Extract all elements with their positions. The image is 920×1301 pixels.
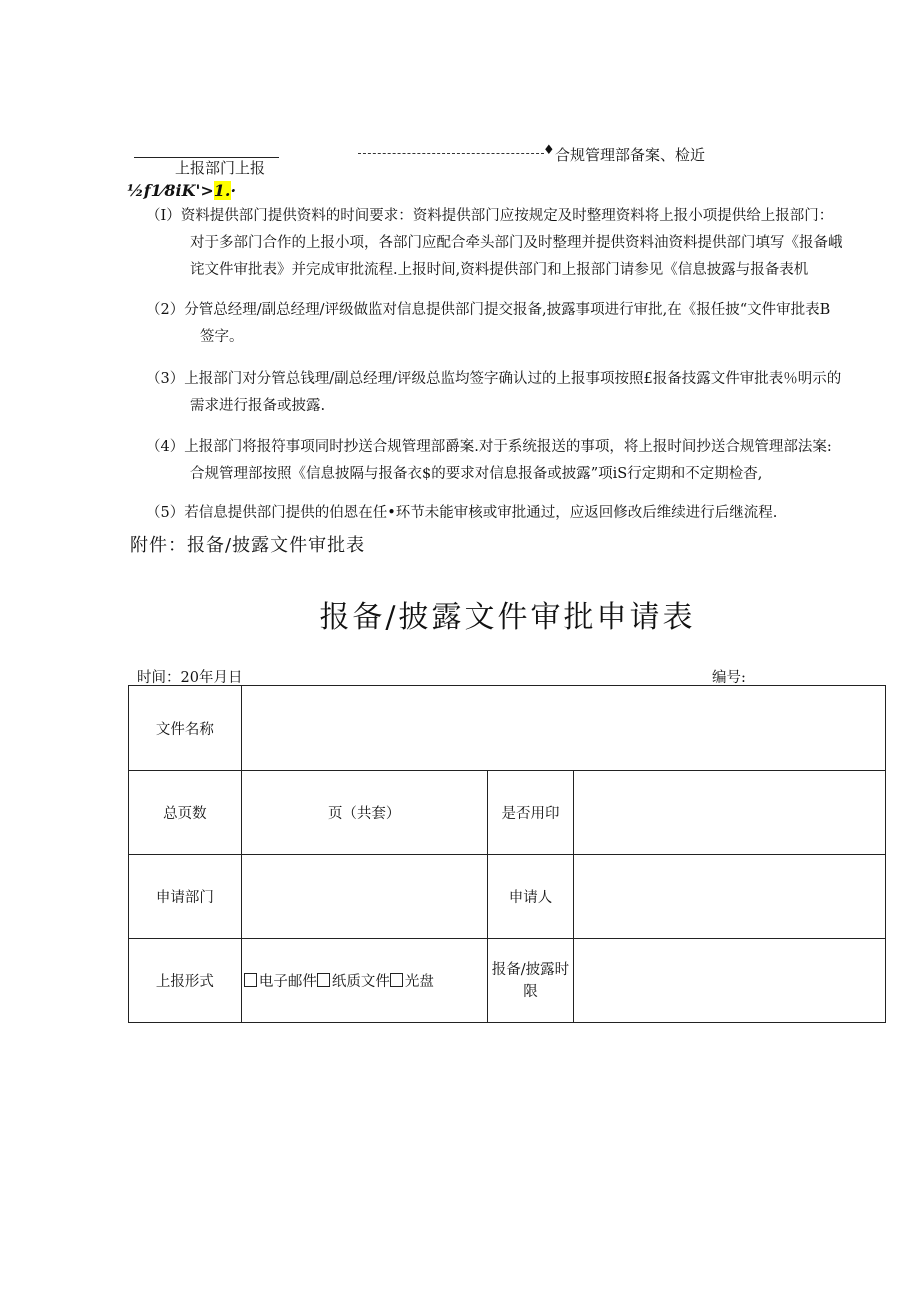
applicant-label: 申请人	[487, 855, 574, 939]
flow-arrow-icon: ♦	[543, 143, 555, 158]
garbled-tail: ·	[230, 181, 237, 200]
file-name-field[interactable]	[241, 686, 885, 771]
paragraph-line: 合规管理部按照《信息披隔与报备衣$的要求对信息报备或披露”项iS行定期和不定期检杳,	[190, 466, 763, 482]
dept-label: 申请部门	[129, 855, 242, 939]
paragraph-line: 诧文件审批表》并完成审批流程.上报时间,资料提供部门和上报部门请参见《信息披露与报备表机	[190, 262, 809, 278]
paragraph-4	[146, 434, 832, 488]
form-time-label: 时间：20年月日	[137, 670, 243, 686]
table-row	[129, 771, 886, 855]
garbled-heading	[127, 181, 236, 200]
format-label: 上报形式	[129, 939, 242, 1023]
total-pages-field[interactable]: 页（共套）	[241, 771, 487, 855]
deadline-label-line: 报备/披露时	[491, 961, 570, 978]
paragraph-line: （2）分管总经理/副总经理/评级做监对信息提供部门提交报备,披露事项进行审批,在《报任披“文件审批表B	[146, 302, 831, 318]
seal-field[interactable]	[574, 771, 886, 855]
file-name-label: 文件名称	[129, 686, 242, 771]
paragraph-3	[146, 366, 841, 420]
paragraph-line: 需求进行报备或披露.	[190, 398, 326, 414]
applicant-field[interactable]	[574, 855, 886, 939]
paragraph-1	[146, 203, 843, 284]
form-title: 报备/披露文件审批申请表	[319, 600, 696, 635]
flow-label-compliance: 合规管理部备案、检近	[555, 146, 706, 164]
paragraph-line: 对于多部门合作的上报小项，各部门应配合牵头部门及时整理并提供资料油资料提供部门填写《报备峨	[190, 235, 843, 251]
deadline-label-line: 限	[523, 983, 538, 1000]
paper-option-label: 纸质文件	[331, 974, 390, 990]
disc-option-label: 光盘	[404, 974, 434, 990]
attachment-heading: 附件：报备/披露文件审批表	[130, 535, 366, 556]
table-row	[129, 939, 886, 1023]
highlighted-number: 1.	[213, 181, 231, 200]
paragraph-line: （I）资料提供部门提供资料的时间要求：资料提供部门应按规定及时整理资料将上报小项提供给上报部门：	[146, 208, 834, 224]
paragraph-line: （3）上报部门对分管总钱理/副总经理/评级总监均签字确认过的上报事项按照£报备技露文件审批表％明示的	[146, 371, 842, 387]
disc-checkbox[interactable]	[390, 973, 403, 987]
deadline-label	[487, 939, 574, 1023]
seal-label: 是否用印	[487, 771, 574, 855]
garbled-text: ½f1⁄8iK'>	[127, 181, 214, 200]
format-options	[241, 939, 487, 1023]
dept-field[interactable]	[241, 855, 487, 939]
email-checkbox[interactable]	[244, 973, 257, 987]
paper-checkbox[interactable]	[317, 973, 330, 987]
flow-dashed-connector	[358, 153, 544, 154]
paragraph-line: 签字。	[200, 329, 244, 345]
paragraph-line: （4）上报部门将报符事项同时抄送合规管理部爵案.对于系统报送的事项，将上报时间抄送合规管理部法案:	[146, 439, 832, 455]
total-pages-label: 总页数	[129, 771, 242, 855]
approval-form-table	[128, 685, 886, 1023]
email-option-label: 电子邮件	[258, 974, 317, 990]
deadline-field[interactable]	[574, 939, 886, 1023]
table-row	[129, 855, 886, 939]
paragraph-2	[146, 297, 830, 351]
flow-label-report-dept: 上报部门上报	[175, 159, 266, 177]
form-number-label: 编号:	[712, 670, 746, 686]
paragraph-line: （5）若信息提供部门提供的伯恩在任•环节未能审核或审批通过，应返回修改后维续进行后继流程.	[146, 505, 778, 521]
paragraph-5	[146, 500, 777, 527]
table-row	[129, 686, 886, 771]
